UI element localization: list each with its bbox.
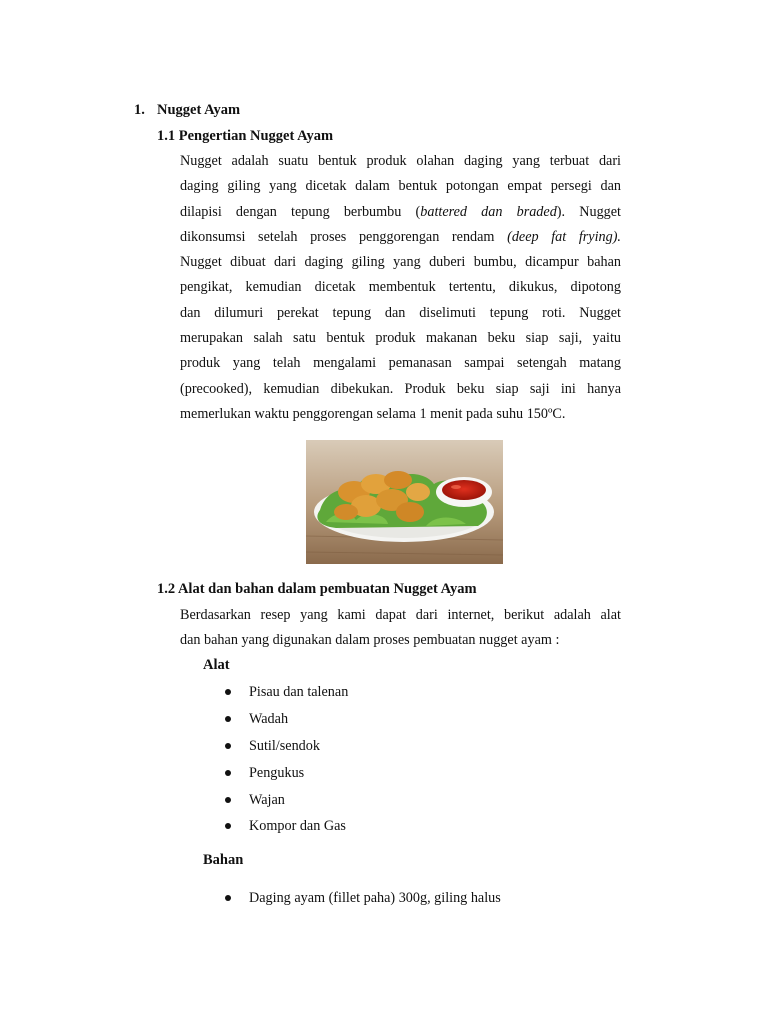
list-item	[225, 765, 348, 792]
section-title: Nugget Ayam	[157, 102, 241, 118]
list-item-text: Sutil/sendok	[249, 737, 320, 754]
paragraph-line: produk yang telah mengalami pemanasan sampai setengah matang	[180, 355, 621, 372]
list-item	[225, 738, 348, 765]
intro-paragraph	[180, 603, 621, 654]
paragraph-line: dan dilumuri perekat tepung dan diselimuti tepung roti. Nugget	[180, 304, 621, 321]
definition-paragraph	[180, 149, 621, 427]
bullet-icon	[225, 716, 231, 722]
list-item-text: Pengukus	[249, 764, 305, 781]
paragraph-line: merupakan salah satu bentuk produk makanan beku siap saji, yaitu	[180, 330, 621, 347]
alat-heading: Alat	[203, 657, 230, 673]
bullet-icon	[225, 797, 231, 803]
list-item	[225, 792, 348, 819]
list-item	[225, 890, 501, 917]
section-number: 1.	[134, 102, 145, 118]
paragraph-line	[180, 200, 621, 225]
paragraph-line: Berdasarkan resep yang kami dapat dari internet, berikut adalah alat	[180, 607, 621, 623]
section-heading	[134, 102, 240, 119]
italic-term: battered dan braded	[420, 203, 557, 220]
subsection-heading-1: 1.1 Pengertian Nugget Ayam	[157, 128, 334, 144]
subsection-heading-2: 1.2 Alat dan bahan dalam pembuatan Nugget Ayam	[157, 581, 477, 597]
list-item-text: Daging ayam (fillet paha) 300g, giling halus	[249, 890, 501, 906]
list-item-text: Wadah	[249, 710, 289, 727]
paragraph-line: Nugget dibuat dari daging giling yang duberi bumbu, dicampur bahan	[180, 254, 621, 271]
paragraph-line: Nugget adalah suatu bentuk produk olahan daging yang terbuat dari	[180, 153, 621, 169]
list-item-text: Kompor dan Gas	[249, 818, 346, 835]
paragraph-line: memerlukan waktu penggorengan selama 1 menit pada suhu 150ºC.	[180, 405, 566, 422]
paragraph-line: (precooked), kemudian dibekukan. Produk beku siap saji ini hanya	[180, 380, 621, 397]
alat-list	[225, 684, 348, 845]
bullet-icon	[225, 895, 231, 901]
chicken-nugget-photo	[306, 440, 503, 564]
text-run: dilapisi dengan tepung berbumbu (	[180, 203, 421, 220]
text-run: dikonsumsi setelah proses penggorengan rendam	[180, 228, 508, 245]
paragraph-line: dan bahan yang digunakan dalam proses pembuatan nugget ayam :	[180, 632, 560, 649]
paragraph-line	[180, 225, 621, 250]
bullet-icon	[225, 689, 231, 695]
list-item	[225, 818, 348, 845]
paragraph-line: pengikat, kemudian dicetak membentuk tertentu, dikukus, dipotong	[180, 279, 621, 296]
bahan-heading: Bahan	[203, 852, 244, 868]
list-item-text: Wajan	[249, 791, 285, 808]
italic-term: (deep fat frying).	[507, 228, 621, 245]
list-item	[225, 684, 348, 711]
list-item	[225, 711, 348, 738]
bahan-list	[225, 890, 501, 917]
bullet-icon	[225, 743, 231, 749]
text-run: ). Nugget	[556, 203, 621, 220]
list-item-text: Pisau dan talenan	[249, 684, 349, 700]
bullet-icon	[225, 823, 231, 829]
paragraph-line: daging giling yang dicetak dalam bentuk potongan empat persegi dan	[180, 178, 621, 195]
bullet-icon	[225, 770, 231, 776]
